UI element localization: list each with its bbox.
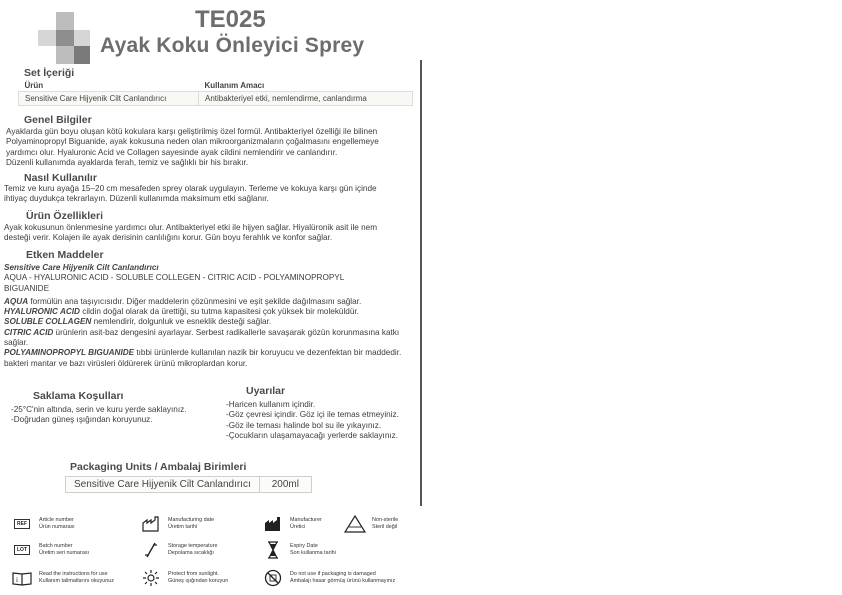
text-line: -Çocukların ulaşamayacağı yerlerde saklayınız. — [226, 430, 399, 440]
ingredient-item: HYALURONIC ACID cildin doğal olarak da ürettiği, su tutma kapasitesi çok yüksek bir moleküldür. — [4, 307, 359, 317]
text-line: Düzenli kullanımda ayaklarda ferah, temiz ve sağlıklı bir his bırakır. — [6, 157, 249, 167]
warnings-text — [226, 400, 418, 441]
text-line: -Doğrudan güneş ışığından koruyunuz. — [11, 415, 153, 425]
packaging-product: Sensitive Care Hijyenik Cilt Canlandırıcı — [66, 477, 260, 493]
hourglass-icon — [266, 541, 280, 559]
ingredients-list: AQUA - HYALURONIC ACID - SOLUBLE COLLEGEN - CITRIC ACID - POLYAMINOPROPYL — [4, 273, 345, 283]
set-cell-purpose: Antibakteriyel etki, nemlendirme, canlandırma — [199, 92, 413, 106]
set-col-product: Ürün — [24, 81, 44, 90]
usage-heading: Nasıl Kullanılır — [24, 172, 97, 184]
text-line: Ayaklarda gün boyu oluşan kötü kokulara karşı geliştirilmiş özel formül. Antibakteriyel özelliği ile bilinen — [6, 127, 378, 136]
packaging-heading: Packaging Units / Ambalaj Birimleri — [70, 461, 247, 473]
features-text — [4, 223, 418, 244]
symbol-damaged: Do not use if packaging is damaged Ambalajı hasar görmüş ürünü kullanmayınız — [262, 570, 395, 586]
symbol-manufacturer: Manufacturer Üretici — [262, 516, 322, 532]
usage-text — [4, 184, 418, 205]
symbol-ifu: i Read the instructions for use Kullanım talimatlarını okuyunuz — [11, 570, 114, 586]
thermometer-icon — [143, 541, 159, 559]
table-row — [66, 477, 312, 493]
symbol-mfg-date: Manufacturing date Üretim tarihi — [140, 516, 214, 532]
svg-text:i: i — [16, 575, 18, 584]
ingredients-text — [4, 263, 418, 369]
text-line: Polyaminopropyl Biguanide, ayak kokusuna neden olan mikroorganizmaların çoğalmasını engellemeye — [6, 137, 379, 147]
text-line: yardımcı olur. Hyaluronic Acid ve Collagen sayesinde ayak cildini nemlendirir ve canlandırır. — [6, 147, 338, 157]
text-line: -25°C'nin altında, serin ve kuru yerde saklayınız. — [11, 405, 187, 414]
set-table — [18, 80, 413, 106]
ref-icon: REF — [14, 519, 30, 529]
features-heading: Ürün Özellikleri — [26, 210, 104, 222]
ingredient-item: AQUA formülün ana taşıyıcısıdır. Diğer maddelerin çözünmesini ve eşit şekilde dağılmasını sağlar. — [4, 296, 362, 306]
ingredients-product-name: Sensitive Care Hijyenik Cilt Canlandırıcı — [4, 263, 159, 272]
storage-text — [11, 405, 216, 426]
ingredient-item: SOLUBLE COLLAGEN nemlendirir, dolgunluk ve esneklik desteği sağlar. — [4, 317, 272, 327]
symbol-ref: REF Article number Ürün numarası — [11, 516, 75, 532]
symbol-lot: LOT Batch number Üretim seri numarası — [11, 542, 89, 558]
set-cell-product: Sensitive Care Hijyenik Cilt Canlandırıcı — [19, 92, 199, 106]
text-line: desteği verir. Kolajen ile ayak derisinin canlılığını korur. Gün boyu ferahlık ve konfor sağlar. — [4, 233, 333, 243]
page-title: Ayak Koku Önleyici Sprey — [100, 34, 365, 57]
text-line: -Haricen kullanım içindir. — [226, 400, 316, 409]
warnings-heading: Uyarılar — [246, 385, 286, 397]
factory-filled-icon — [264, 516, 282, 532]
storage-heading: Saklama Koşulları — [33, 390, 124, 402]
set-heading: Set İçeriği — [24, 67, 75, 79]
text-line: -Göz çevresi içindir. Göz içi ile temas etmeyiniz. — [226, 410, 399, 420]
symbol-expiry: Expiry Date Son kullanma tarihi — [262, 542, 336, 558]
ingredients-list: BIGUANIDE — [4, 283, 50, 293]
book-info-icon — [12, 571, 32, 586]
general-text — [6, 127, 420, 168]
ingredients-heading: Etken Maddeler — [26, 249, 104, 261]
text-line: Ayak kokusunun önlenmesine yardımcı olur. Antibakteriyel etki ile hijyen sağlar. Hiyalüronik asit ile nem — [4, 223, 378, 232]
lot-icon: LOT — [14, 545, 30, 555]
no-damaged-package-icon — [264, 569, 282, 587]
product-code: TE025 — [195, 6, 266, 33]
set-col-purpose: Kullanım Amacı — [204, 81, 265, 90]
vertical-divider — [420, 60, 422, 506]
text-line: -Göz ile teması halinde bol su ile yıkayınız. — [226, 420, 382, 430]
non-sterile-icon — [344, 515, 366, 533]
text-line: ihtiyaç duydukça tekrarlayın. Düzenli kullanımda maksimum etki sağlanır. — [4, 194, 269, 204]
general-heading: Genel Bilgiler — [24, 114, 92, 126]
packaging-table — [65, 476, 312, 493]
packaging-volume: 200ml — [259, 477, 311, 493]
symbol-sunlight: Protect from sunlight. Güneş ışığından koruyun — [140, 570, 228, 586]
sun-icon — [142, 569, 160, 587]
table-row — [19, 92, 413, 106]
factory-outline-icon — [142, 516, 160, 532]
text-line: Temiz ve kuru ayağa 15–20 cm mesafeden sprey olarak uygulayın. Terleme ve kokuya karşı gün içinde — [4, 184, 377, 193]
symbol-storage-temp: Storage temperature Depolama sıcaklığı — [140, 542, 217, 558]
ingredient-item: POLYAMINOPROPYL BIGUANIDE tıbbi ürünlerde kullanılan nazik bir koruyucu ve dezenfektan bir maddedir. bakteri mantar ve bazı virüsleri öldürerek ürünü mikroplardan korur. — [4, 348, 402, 368]
symbol-non-sterile: Non-sterile Steril değil — [344, 516, 398, 532]
brand-logo — [38, 12, 90, 64]
ingredient-item: CITRIC ACID ürünlerin asit-baz dengesini ayarlayar. Serbest radikallerle savaşarak gözün korunmasına katkı sağlar. — [4, 327, 400, 348]
